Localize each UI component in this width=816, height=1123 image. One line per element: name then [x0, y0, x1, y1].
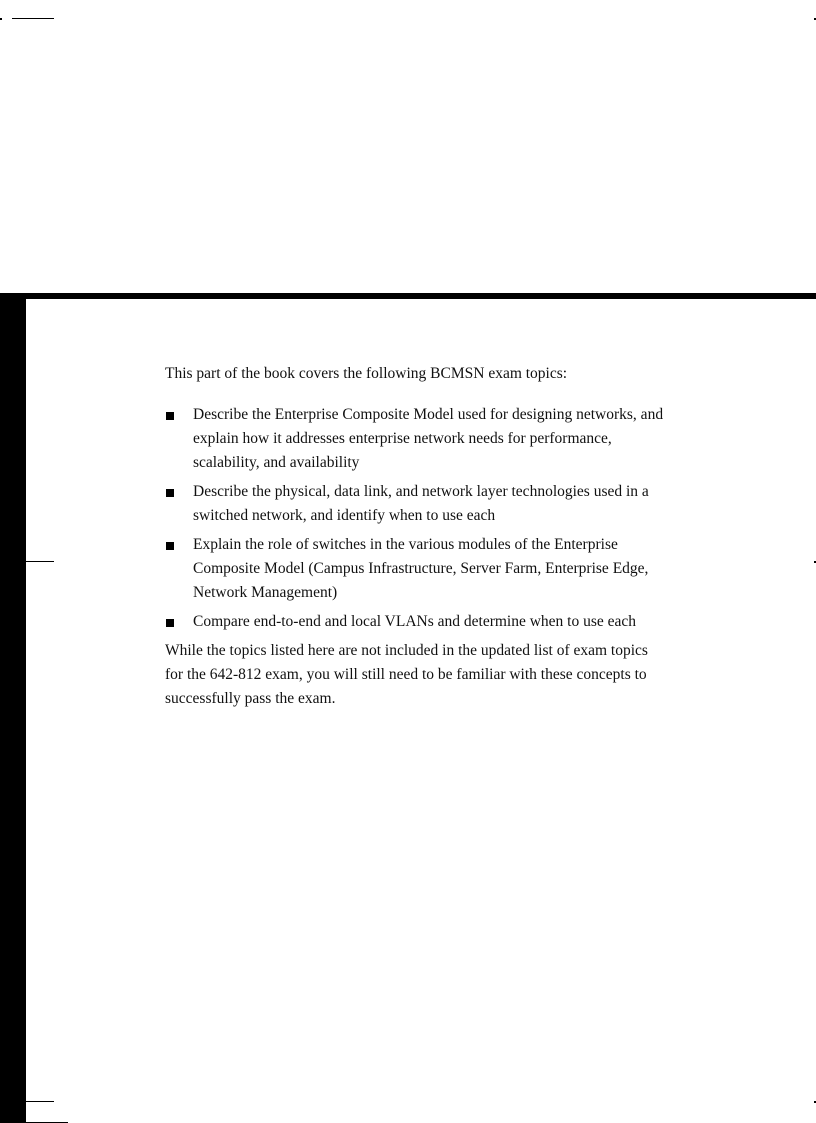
exam-topic-item — [165, 480, 665, 528]
square-bullet-icon — [166, 619, 174, 627]
exam-topic-item — [165, 533, 665, 605]
square-bullet-icon — [166, 412, 174, 420]
closing-paragraph: While the topics listed here are not included in the updated list of exam topics for the 642-812 exam, you will still need to be familiar with these concepts to successfully pass the exam. — [165, 642, 648, 707]
exam-topic-text: Explain the role of switches in the various modules of the Enterprise Composite Model (Campus Infrastructure, Server Farm, Enterprise Edge, Network Management) — [193, 536, 649, 601]
exam-topic-text: Compare end-to-end and local VLANs and determine when to use each — [193, 613, 637, 630]
exam-topic-text: Describe the physical, data link, and network layer technologies used in a switched network, and identify when to use each — [193, 483, 649, 524]
crop-dot-top-left — [0, 18, 2, 20]
square-bullet-icon — [166, 542, 174, 550]
exam-topic-item — [165, 403, 665, 475]
crop-mark-top-left — [12, 18, 54, 19]
part-intro-content — [165, 362, 665, 711]
crop-mark-bottom-left — [26, 1101, 54, 1102]
exam-topic-text: Describe the Enterprise Composite Model used for designing networks, and explain how it addresses enterprise network needs for performance, scalability, and availability — [193, 406, 664, 471]
square-bullet-icon — [166, 489, 174, 497]
intro-paragraph: This part of the book covers the following BCMSN exam topics: — [165, 365, 568, 382]
part-opener-side-bar — [0, 293, 26, 1123]
exam-topics-list — [165, 403, 665, 634]
crop-mark-middle-left — [26, 561, 54, 562]
part-opener-top-bar — [0, 293, 816, 299]
exam-topic-item — [165, 610, 665, 634]
